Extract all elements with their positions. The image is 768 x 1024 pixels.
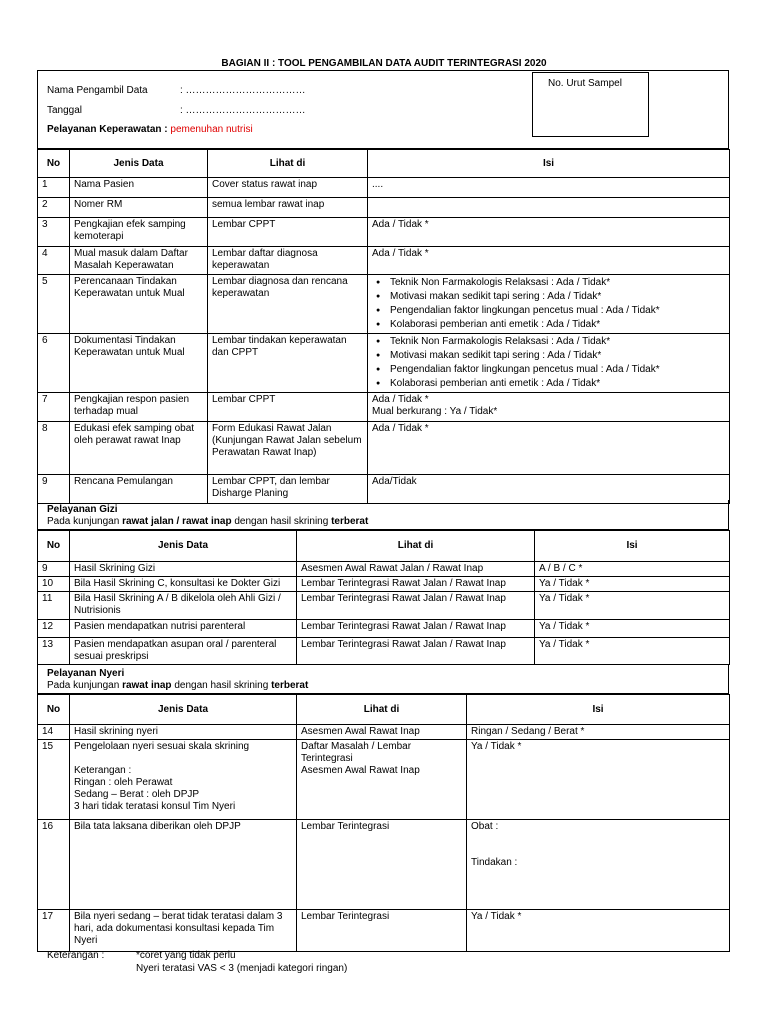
col-no: No: [38, 695, 70, 725]
row-isi[interactable]: Ada / Tidak *: [368, 247, 730, 275]
row-no: 10: [38, 577, 70, 592]
row-isi[interactable]: [368, 198, 730, 218]
table-row: [38, 393, 730, 422]
row-isi[interactable]: Obat : Tindakan :: [467, 820, 730, 910]
row-lihat: Form Edukasi Rawat Jalan (Kunjungan Rawat Jalan sebelum Perawatan Rawat Inap): [208, 422, 368, 475]
footer-note-1: *coret yang tidak perlu: [136, 950, 236, 961]
row-jenis: Pengelolaan nyeri sesuai skala skrining Keterangan : Ringan : oleh Perawat Sedang – Berat : oleh DPJP 3 hari tidak teratasi konsul Tim Nyeri: [70, 740, 297, 820]
gizi-sub-mid: dengan hasil skrining: [231, 516, 332, 527]
row-lihat: semua lembar rawat inap: [208, 198, 368, 218]
row-jenis: Rencana Pemulangan: [70, 475, 208, 504]
list-item: ● Motivasi makan sedikit tapi sering : Ada / Tidak*: [372, 290, 725, 304]
row-jenis: Hasil Skrining Gizi: [70, 562, 297, 577]
table-row: [38, 218, 730, 247]
row-no: 5: [38, 275, 70, 334]
table-row: [38, 740, 730, 820]
nyeri-subtitle: [47, 680, 308, 692]
table-row: [38, 638, 730, 665]
row-jenis: Bila nyeri sedang – berat tidak teratasi dalam 3 hari, ada dokumentasi konsultasi kepada Tim Nyeri: [70, 910, 297, 952]
nyeri-title: Pelayanan Nyeri: [47, 668, 125, 679]
row-no: 13: [38, 638, 70, 665]
table-row: [38, 198, 730, 218]
col-no: No: [38, 531, 70, 562]
row-isi[interactable]: [368, 275, 730, 334]
col-jenis-data: Jenis Data: [70, 150, 208, 178]
list-item: ● Teknik Non Farmakologis Relaksasi : Ada / Tidak*: [372, 276, 725, 290]
row-isi[interactable]: A / B / C *: [535, 562, 730, 577]
row-jenis: Pengkajian efek samping kemoterapi: [70, 218, 208, 247]
row-jenis: Hasil skrining nyeri: [70, 725, 297, 740]
pelayanan-keperawatan: [47, 124, 253, 136]
table-row: [38, 247, 730, 275]
row-no: 9: [38, 562, 70, 577]
row-jenis: Dokumentasi Tindakan Keperawatan untuk Mual: [70, 334, 208, 393]
row-isi[interactable]: Ya / Tidak *: [535, 620, 730, 638]
tanggal-field[interactable]: : ………………………………: [180, 105, 306, 116]
nyeri-sub-mid: dengan hasil skrining: [171, 680, 272, 691]
row-isi[interactable]: Ada/Tidak: [368, 475, 730, 504]
gizi-sub-pre: Pada kunjungan: [47, 516, 123, 527]
row-no: 12: [38, 620, 70, 638]
checklist: [372, 276, 725, 332]
col-isi: Isi: [535, 531, 730, 562]
col-lihat-di: Lihat di: [297, 531, 535, 562]
nyeri-sub-b2: terberat: [271, 680, 309, 691]
row-no: 4: [38, 247, 70, 275]
table-row: [38, 592, 730, 620]
row-no: 6: [38, 334, 70, 393]
footer-note-2: Nyeri teratasi VAS < 3 (menjadi kategori ringan): [136, 963, 348, 974]
table-row: [38, 178, 730, 198]
row-lihat: Asesmen Awal Rawat Inap: [297, 725, 467, 740]
list-item: ● Kolaborasi pemberian anti emetik : Ada / Tidak*: [372, 318, 725, 332]
row-isi[interactable]: Ada / Tidak *: [368, 422, 730, 475]
row-isi[interactable]: Ya / Tidak *: [467, 910, 730, 952]
col-isi: Isi: [368, 150, 730, 178]
row-lihat: Lembar Terintegrasi Rawat Jalan / Rawat Inap: [297, 620, 535, 638]
row-no: 2: [38, 198, 70, 218]
row-lihat: Lembar Terintegrasi Rawat Jalan / Rawat Inap: [297, 577, 535, 592]
nyeri-table: [37, 694, 730, 952]
row-jenis: Edukasi efek samping obat oleh perawat rawat Inap: [70, 422, 208, 475]
table-row: [38, 422, 730, 475]
row-lihat: Lembar CPPT: [208, 218, 368, 247]
row-no: 16: [38, 820, 70, 910]
checklist: [372, 335, 725, 391]
row-lihat: Lembar Terintegrasi Rawat Jalan / Rawat Inap: [297, 592, 535, 620]
row-jenis: Nama Pasien: [70, 178, 208, 198]
row-isi[interactable]: Ya / Tidak *: [467, 740, 730, 820]
row-jenis: Bila tata laksana diberikan oleh DPJP: [70, 820, 297, 910]
row-lihat: Lembar CPPT, dan lembar Disharge Planing: [208, 475, 368, 504]
sampel-label: No. Urut Sampel: [548, 78, 622, 89]
list-item: ● Pengendalian faktor lingkungan pencetus mual : Ada / Tidak*: [372, 363, 725, 377]
row-no: 1: [38, 178, 70, 198]
col-lihat-di: Lihat di: [208, 150, 368, 178]
row-jenis: Nomer RM: [70, 198, 208, 218]
row-no: 7: [38, 393, 70, 422]
col-isi: Isi: [467, 695, 730, 725]
row-lihat: Lembar CPPT: [208, 393, 368, 422]
list-item: ● Kolaborasi pemberian anti emetik : Ada / Tidak*: [372, 377, 725, 391]
row-isi[interactable]: Ringan / Sedang / Berat *: [467, 725, 730, 740]
row-no: 3: [38, 218, 70, 247]
row-lihat: Lembar Terintegrasi Rawat Jalan / Rawat Inap: [297, 638, 535, 665]
row-lihat: Lembar Terintegrasi: [297, 910, 467, 952]
row-no: 11: [38, 592, 70, 620]
row-jenis: Pengkajian respon pasien terhadap mual: [70, 393, 208, 422]
row-isi[interactable]: [368, 334, 730, 393]
row-lihat: Lembar diagnosa dan rencana keperawatan: [208, 275, 368, 334]
col-no: No: [38, 150, 70, 178]
pelayanan-label: Pelayanan Keperawatan :: [47, 124, 168, 135]
table-row: [38, 910, 730, 952]
table-row: [38, 577, 730, 592]
row-isi[interactable]: Ada / Tidak *: [368, 218, 730, 247]
table-row: [38, 334, 730, 393]
footer-label: Keterangan :: [47, 950, 105, 961]
list-item: ● Motivasi makan sedikit tapi sering : Ada / Tidak*: [372, 349, 725, 363]
gizi-table: [37, 530, 730, 665]
gizi-sub-b2: terberat: [331, 516, 369, 527]
row-jenis: Pasien mendapatkan asupan oral / parenteral sesuai preskripsi: [70, 638, 297, 665]
row-lihat: Lembar tindakan keperawatan dan CPPT: [208, 334, 368, 393]
nyeri-sub-b1: rawat inap: [122, 680, 172, 691]
list-item: ● Pengendalian faktor lingkungan pencetus mual : Ada / Tidak*: [372, 304, 725, 318]
table-row: [38, 820, 730, 910]
row-jenis: Perencanaan Tindakan Keperawatan untuk Mual: [70, 275, 208, 334]
keperawatan-table: [37, 149, 730, 504]
table-row: [38, 275, 730, 334]
table-row: [38, 562, 730, 577]
row-jenis: Mual masuk dalam Daftar Masalah Keperawatan: [70, 247, 208, 275]
row-isi[interactable]: Ya / Tidak *: [535, 577, 730, 592]
row-lihat: Cover status rawat inap: [208, 178, 368, 198]
row-lihat: Asesmen Awal Rawat Jalan / Rawat Inap: [297, 562, 535, 577]
nyeri-sub-pre: Pada kunjungan: [47, 680, 123, 691]
row-isi[interactable]: ....: [368, 178, 730, 198]
gizi-subtitle: [47, 516, 368, 528]
pelayanan-value: pemenuhan nutrisi: [170, 124, 253, 135]
col-jenis-data: Jenis Data: [70, 695, 297, 725]
row-isi[interactable]: Ada / Tidak * Mual berkurang : Ya / Tidak*: [368, 393, 730, 422]
row-lihat: Lembar Terintegrasi: [297, 820, 467, 910]
row-lihat: Daftar Masalah / Lembar Terintegrasi Asesmen Awal Rawat Inap: [297, 740, 467, 820]
row-no: 15: [38, 740, 70, 820]
table-row: [38, 725, 730, 740]
col-jenis-data: Jenis Data: [70, 531, 297, 562]
row-jenis: Pasien mendapatkan nutrisi parenteral: [70, 620, 297, 638]
row-no: 8: [38, 422, 70, 475]
col-lihat-di: Lihat di: [297, 695, 467, 725]
row-jenis: Bila Hasil Skrining C, konsultasi ke Dokter Gizi: [70, 577, 297, 592]
nama-field[interactable]: : ………………………………: [180, 85, 306, 96]
gizi-sub-b1: rawat jalan / rawat inap: [122, 516, 232, 527]
list-item: ● Teknik Non Farmakologis Relaksasi : Ada / Tidak*: [372, 335, 725, 349]
table-row: [38, 620, 730, 638]
row-no: 17: [38, 910, 70, 952]
row-no: 14: [38, 725, 70, 740]
row-isi[interactable]: Ya / Tidak *: [535, 592, 730, 620]
row-isi[interactable]: Ya / Tidak *: [535, 638, 730, 665]
row-no: 9: [38, 475, 70, 504]
row-lihat: Lembar daftar diagnosa keperawatan: [208, 247, 368, 275]
gizi-title: Pelayanan Gizi: [47, 504, 118, 515]
row-jenis: Bila Hasil Skrining A / B dikelola oleh Ahli Gizi / Nutrisionis: [70, 592, 297, 620]
page-title: BAGIAN II : TOOL PENGAMBILAN DATA AUDIT TERINTEGRASI 2020: [221, 58, 547, 69]
tanggal-label: Tanggal: [47, 105, 83, 116]
nama-label: Nama Pengambil Data: [47, 85, 148, 96]
